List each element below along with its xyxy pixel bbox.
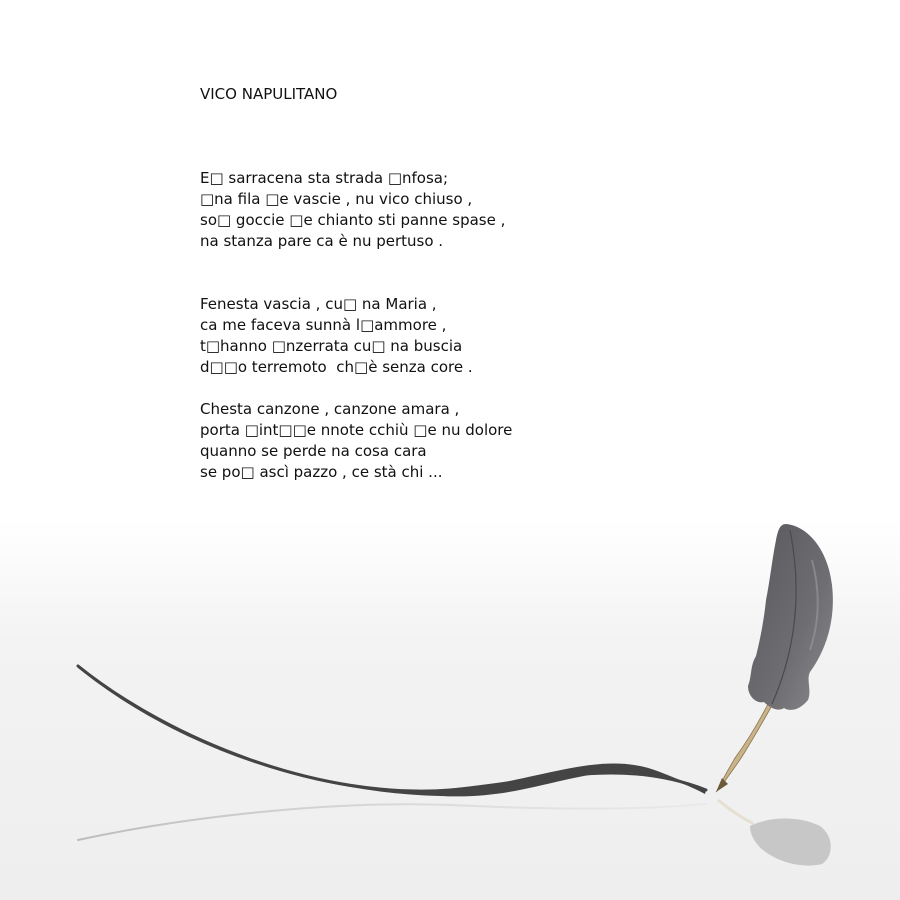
stanza-line: so□ goccie □e chianto sti panne spase , (200, 211, 506, 229)
quill-reflection (718, 800, 754, 824)
stanza-line: quanno se perde na cosa cara (200, 442, 427, 460)
stanza-line: E□ sarracena sta strada □nfosa; (200, 169, 449, 187)
stanza-line: Chesta canzone , canzone amara , (200, 400, 460, 418)
stanza-line: porta □int□□e nnote cchiù □e nu dolore (200, 421, 513, 439)
feather-reflection (750, 819, 831, 866)
feather-icon (748, 524, 833, 710)
stanza-line: □na fila □e vascie , nu vico chiuso , (200, 190, 473, 208)
stanza-line: d□□o terremoto ch□è senza core . (200, 358, 473, 376)
stanza-line: na stanza pare ca è nu pertuso . (200, 232, 444, 250)
stanza-line: ca me faceva sunnà l□ammore , (200, 316, 447, 334)
ink-stroke-reflection (78, 804, 706, 840)
quill-nib (716, 778, 728, 792)
ink-stroke (78, 666, 706, 796)
quill-shaft (716, 700, 774, 792)
stanza-line: se po□ ascì pazzo , ce stà chi ... (200, 463, 443, 481)
stanza-line: t□hanno □nzerrata cu□ na buscia (200, 337, 463, 355)
poem-title: VICO NAPULITANO (200, 85, 338, 103)
ink-stroke-line (78, 666, 706, 791)
stanza-line: Fenesta vascia , cu□ na Maria , (200, 295, 437, 313)
